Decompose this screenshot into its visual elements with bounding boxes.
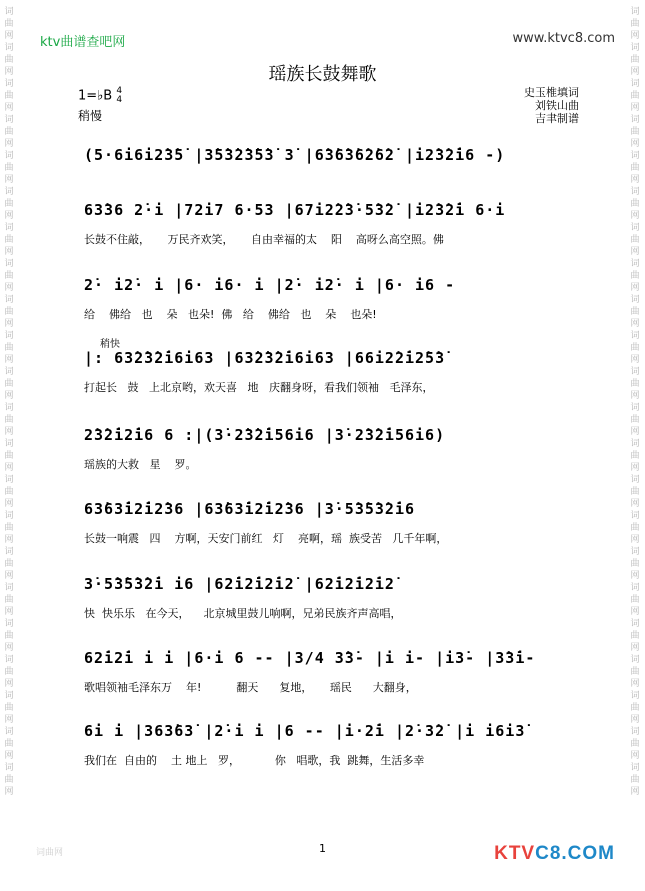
lyrics-line: 长鼓不住敲， 万民齐欢笑， 自由幸福的太 阳 高呀么高空照。佛 (84, 233, 444, 246)
lyrics-line: 我们在 自由的 土 地上 罗， 你 唱歌，我 跳舞，生活多幸 (84, 754, 425, 767)
site-url[interactable]: www.ktvc8.com (512, 31, 615, 46)
key-label: 1=♭B (78, 88, 113, 104)
notation-line: 62̇i2̇i i i |6·i 6 -- |3/4 3̇3̇- |i i- |i3̇- |3̇3̇i- (84, 649, 536, 667)
site-name[interactable]: ktv曲谱查吧网 (40, 35, 126, 50)
lyrics-line: 打起长 鼓 上北京哟，欢天喜 地 庆翻身呀，看我们领袖 毛泽东， (84, 381, 434, 394)
notation-line: 63̇63̇i2̇i2̇36 |63̇63̇i2̇i2̇36 |3̇·5̇3̇5̇3̇2̇i6 (84, 500, 416, 518)
lyricist: 史玉椎填词 (524, 86, 579, 99)
time-denominator: 4 (116, 95, 123, 105)
lyrics-line: 歌唱领袖毛泽东万 年! 翻天 复地， 瑶民 大翻身， (84, 681, 417, 694)
tempo-marking: 稍慢 (78, 109, 103, 123)
notation-line: 2̇· i2̇· i |6· i6· i |2̇· i2̇· i |6· i6 - (84, 276, 456, 294)
song-title: 瑶族长鼓舞歌 (268, 64, 377, 85)
notation-line: 2̇3̇2̇i2̇i6 6 :|(3̇·2̇3̇2̇i56i6 |3̇·2̇3̇2̇i56i6) (84, 426, 446, 444)
notation-line: 3̇·5̇3̇5̇3̇2̇i i6 |62̇i2̇i2̇i2̇ |62̇i2̇i2̇i2̇ (84, 575, 395, 593)
side-watermark-right: 词曲网词曲网词曲网词曲网词曲网词曲网词曲网词曲网词曲网词曲网词曲网词曲网词曲网词曲网词曲网词曲网词曲网词曲网词曲网词曲网词曲网词曲网 (630, 7, 640, 797)
lyrics-line: 瑶族的大救 星 罗。 (84, 458, 197, 471)
time-signature (116, 87, 122, 105)
lyrics-line: 给 佛给 也 朵 也朵! 佛 给 佛给 也 朵 也朵! (84, 308, 377, 321)
notation-line: |: 63̇2̇3̇2̇i6i63 |63̇2̇3̇2̇i6i63 |66i2̇2̇i2̇5̇3̇ (84, 349, 446, 367)
logo-text-left: KTV (494, 843, 536, 864)
composer: 刘铁山曲 (535, 99, 579, 112)
arranger: 吉聿制谱 (535, 112, 579, 125)
lyrics-line: 长鼓一响震 四 方啊，天安门前红 灯 亮啊，瑶 族受苦 几千年啊， (84, 532, 448, 545)
watermark-stamp: 词曲网 (36, 848, 64, 858)
side-watermark-left: 词曲网词曲网词曲网词曲网词曲网词曲网词曲网词曲网词曲网词曲网词曲网词曲网词曲网词曲网词曲网词曲网词曲网词曲网词曲网词曲网词曲网词曲网 (4, 7, 14, 797)
lyrics-line: 快 快乐乐 在今天， 北京城里鼓儿响啊，兄弟民族齐声高唱， (84, 607, 402, 620)
site-logo[interactable] (494, 843, 615, 865)
notation-line: 6i i |363̇63̇ |2̇·i i |6 -- |i·2̇i |2̇·3̇2̇ |i i6i3̇ (84, 722, 526, 740)
credits (524, 86, 579, 125)
notation-line: 63̇36 2̇·i |72i7 6·53 |67i2̇2̇3̇·5̇3̇2̇ |i2̇3̇2̇i 6·i (84, 201, 506, 219)
key-signature (78, 87, 122, 105)
logo-text-right: C8.COM (535, 843, 615, 864)
notation-line: (5·6i6i2̇3̇5̇ |3̇5̇3̇2̇3̇5̇3̇ 3̇ |6̇3̇6̇3̇6̇2̇6̇2̇ |i2̇3̇2̇i6 -) (84, 146, 506, 164)
page-number: 1 (319, 842, 326, 855)
time-numerator: 4 (116, 86, 123, 96)
tempo-change: 稍快 (100, 339, 120, 350)
